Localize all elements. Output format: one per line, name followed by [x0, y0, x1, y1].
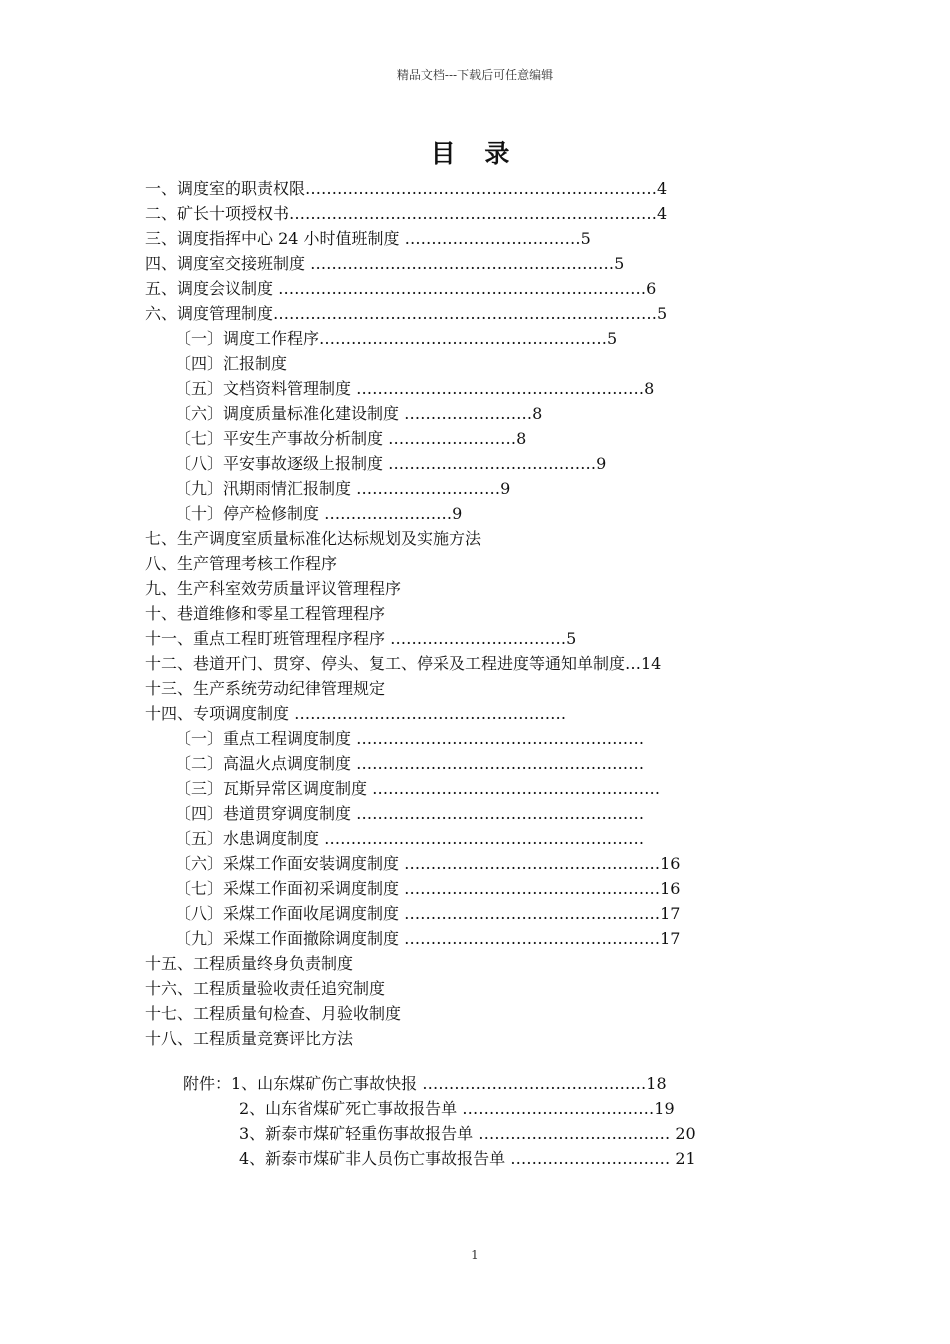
table-of-contents — [145, 176, 825, 1051]
toc-entry: 十一、重点工程盯班管理程序程序 ……………………………5 — [145, 629, 577, 648]
toc-entry: 一、调度室的职责权限…………………………………………………………4 — [145, 179, 668, 198]
toc-subentry: 〔九〕汛期雨情汇报制度 ………………………9 — [175, 479, 511, 498]
attachment-entry: 3、新泰市煤矿轻重伤事故报告单 ……………………………… 20 — [239, 1124, 696, 1143]
toc-subentry: 〔三〕瓦斯异常区调度制度 ……………………………………………… — [175, 779, 661, 798]
toc-subentry: 〔四〕汇报制度 — [175, 354, 288, 373]
toc-entry: 八、生产管理考核工作程序 — [145, 554, 338, 573]
toc-subentry: 〔一〕调度工作程序………………………………………………5 — [175, 329, 618, 348]
page-number: 1 — [471, 1248, 479, 1262]
toc-entry: 十二、巷道开门、贯穿、停头、复工、停采及工程进度等通知单制度…14 — [145, 654, 662, 673]
toc-entry: 十、巷道维修和零星工程管理程序 — [145, 604, 386, 623]
toc-entry: 七、生产调度室质量标准化达标规划及实施方法 — [145, 529, 482, 548]
toc-subentry: 〔六〕调度质量标准化建设制度 ……………………8 — [175, 404, 543, 423]
attachment-entry: 附件：1、山东煤矿伤亡事故快报 ……………………………………18 — [183, 1074, 667, 1093]
toc-entry: 五、调度会议制度 ……………………………………………………………6 — [145, 279, 657, 298]
toc-subentry: 〔六〕采煤工作面安装调度制度 …………………………………………16 — [175, 854, 681, 873]
toc-entry: 三、调度指挥中心 24 小时值班制度 ……………………………5 — [145, 229, 591, 248]
attachment-entry: 4、新泰市煤矿非人员伤亡事故报告单 ………………………… 21 — [239, 1149, 696, 1168]
toc-entry: 四、调度室交接班制度 …………………………………………………5 — [145, 254, 625, 273]
attachment-list — [183, 1071, 823, 1171]
toc-subentry: 〔四〕巷道贯穿调度制度 ……………………………………………… — [175, 804, 645, 823]
document-title: 目 录 — [430, 139, 520, 168]
toc-subentry: 〔九〕采煤工作面撤除调度制度 …………………………………………17 — [175, 929, 681, 948]
toc-entry: 十五、工程质量终身负责制度 — [145, 954, 354, 973]
toc-entry: 二、矿长十项授权书……………………………………………………………4 — [145, 204, 668, 223]
toc-subentry: 〔十〕停产检修制度 ……………………9 — [175, 504, 463, 523]
toc-entry: 十七、工程质量旬检查、月验收制度 — [145, 1004, 402, 1023]
toc-entry: 十三、生产系统劳动纪律管理规定 — [145, 679, 386, 698]
attachment-entry: 2、山东省煤矿死亡事故报告单 ………………………………19 — [239, 1099, 675, 1118]
toc-entry: 九、生产科室效劳质量评议管理程序 — [145, 579, 402, 598]
toc-subentry: 〔五〕水患调度制度 …………………………………………………… — [175, 829, 645, 848]
toc-subentry: 〔一〕重点工程调度制度 ……………………………………………… — [175, 729, 645, 748]
toc-subentry: 〔八〕采煤工作面收尾调度制度 …………………………………………17 — [175, 904, 681, 923]
toc-subentry: 〔七〕平安生产事故分析制度 ……………………8 — [175, 429, 527, 448]
toc-entry: 十六、工程质量验收责任追究制度 — [145, 979, 386, 998]
toc-subentry: 〔八〕平安事故逐级上报制度 …………………………………9 — [175, 454, 607, 473]
toc-entry: 六、调度管理制度………………………………………………………………5 — [145, 304, 668, 323]
toc-entry: 十八、工程质量竞赛评比方法 — [145, 1029, 354, 1048]
toc-entry: 十四、专项调度制度 …………………………………………… — [145, 704, 567, 723]
toc-subentry: 〔五〕文档资料管理制度 ………………………………………………8 — [175, 379, 655, 398]
toc-subentry: 〔七〕采煤工作面初采调度制度 …………………………………………16 — [175, 879, 681, 898]
toc-subentry: 〔二〕高温火点调度制度 ……………………………………………… — [175, 754, 645, 773]
page-header: 精品文档---下载后可任意编辑 — [396, 68, 554, 82]
